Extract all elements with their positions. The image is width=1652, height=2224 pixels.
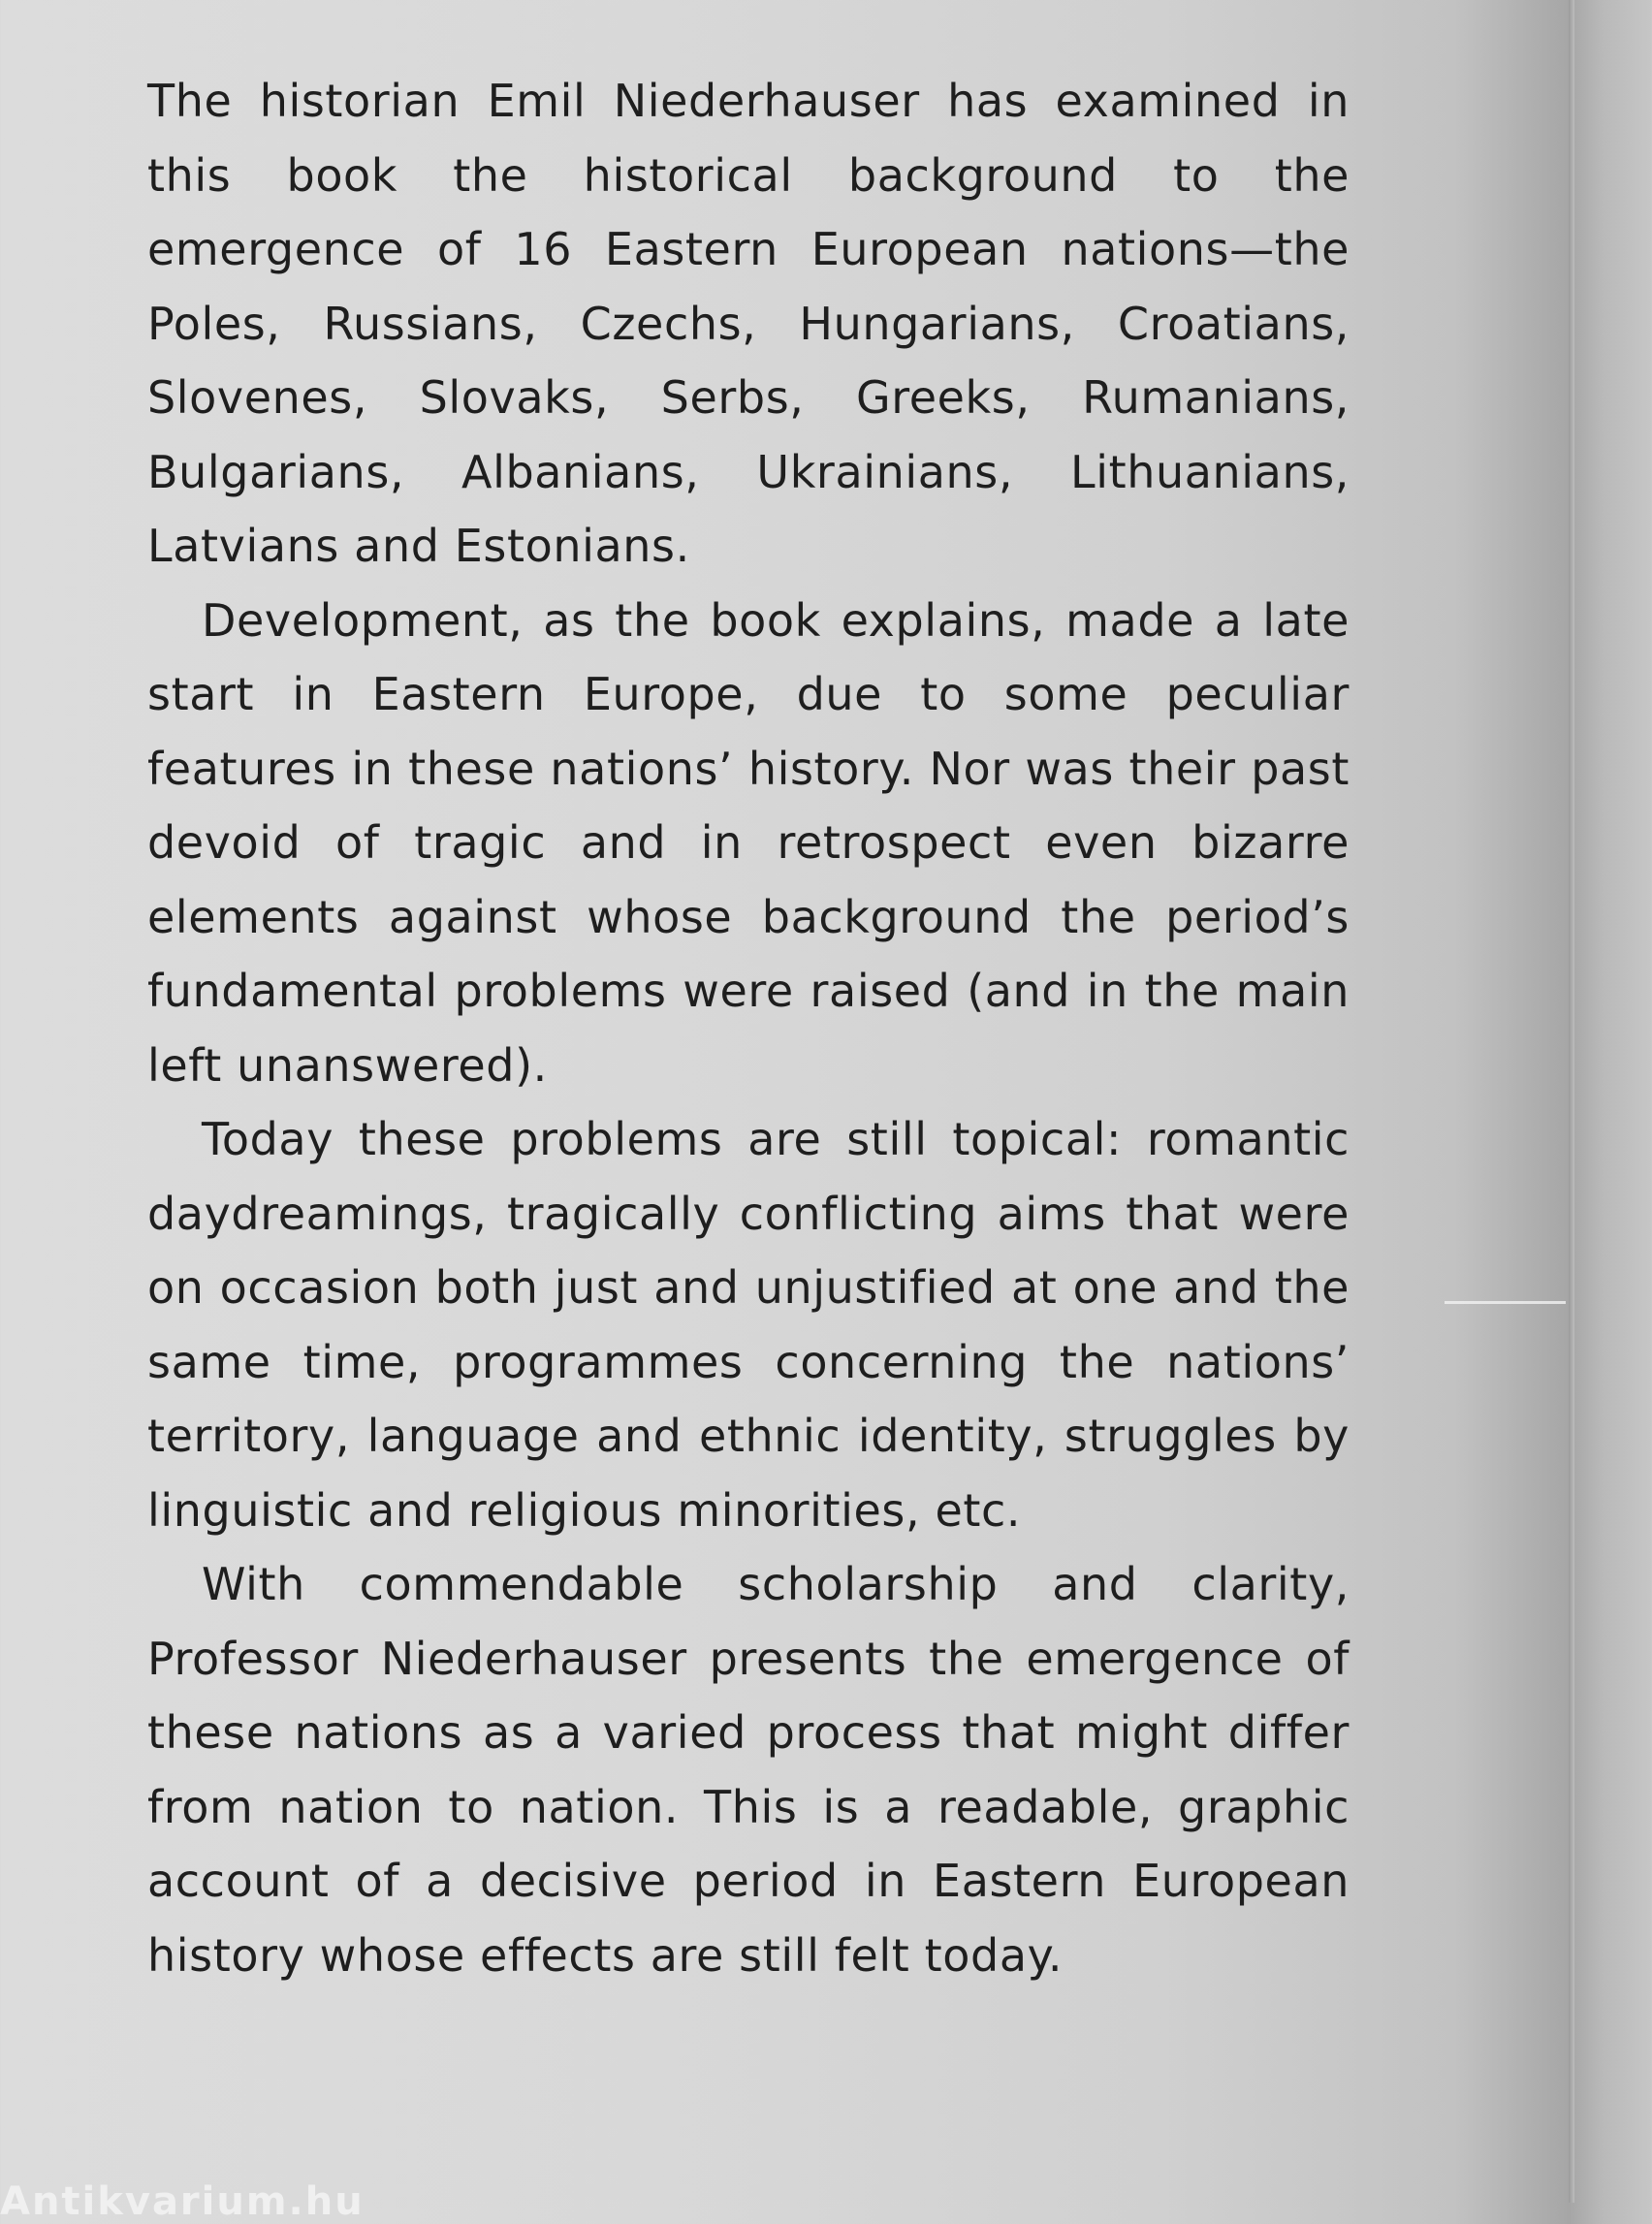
paragraph-4: With commendable scholarship and clarity, Professor Niederhauser presents the emergence of these nations as a varied process that might differ from nation to nation. This is a readable, graphic account of a decisive period in Eastern European history whose effects are still felt today.: [147, 1558, 1350, 1982]
paper-scratch: [1445, 1301, 1566, 1304]
blurb-text: [147, 64, 1350, 1992]
paragraph-1: The historian Emil Niederhauser has examined in this book the historical background to the emergence of 16 Eastern European nations—the Poles, Russians, Czechs, Hungarians, Croatians, Slovenes, Slovaks, Serbs, Greeks, Rumanians, Bulgarians, Albanians, Ukrainians, Lithuanians, Latvians and Estonians.: [147, 75, 1350, 572]
paragraph-3: Today these problems are still topical: romantic daydreamings, tragically conflicting aims that were on occasion both just and unjustified at one and the same time, programmes concerning the nations’ territory, language and ethnic identity, struggles by linguistic and religious minorities, etc.: [147, 1113, 1350, 1537]
watermark: Antikvarium.hu: [0, 2179, 365, 2224]
page-edge: [1569, 0, 1574, 2203]
paragraph-2: Development, as the book explains, made a late start in Eastern Europe, due to some peculiar features in these nations’ history. Nor was their past devoid of tragic and in retrospect even bizarre elements against whose background the period’s fundamental problems were raised (and in the main left unanswered).: [147, 593, 1350, 1092]
